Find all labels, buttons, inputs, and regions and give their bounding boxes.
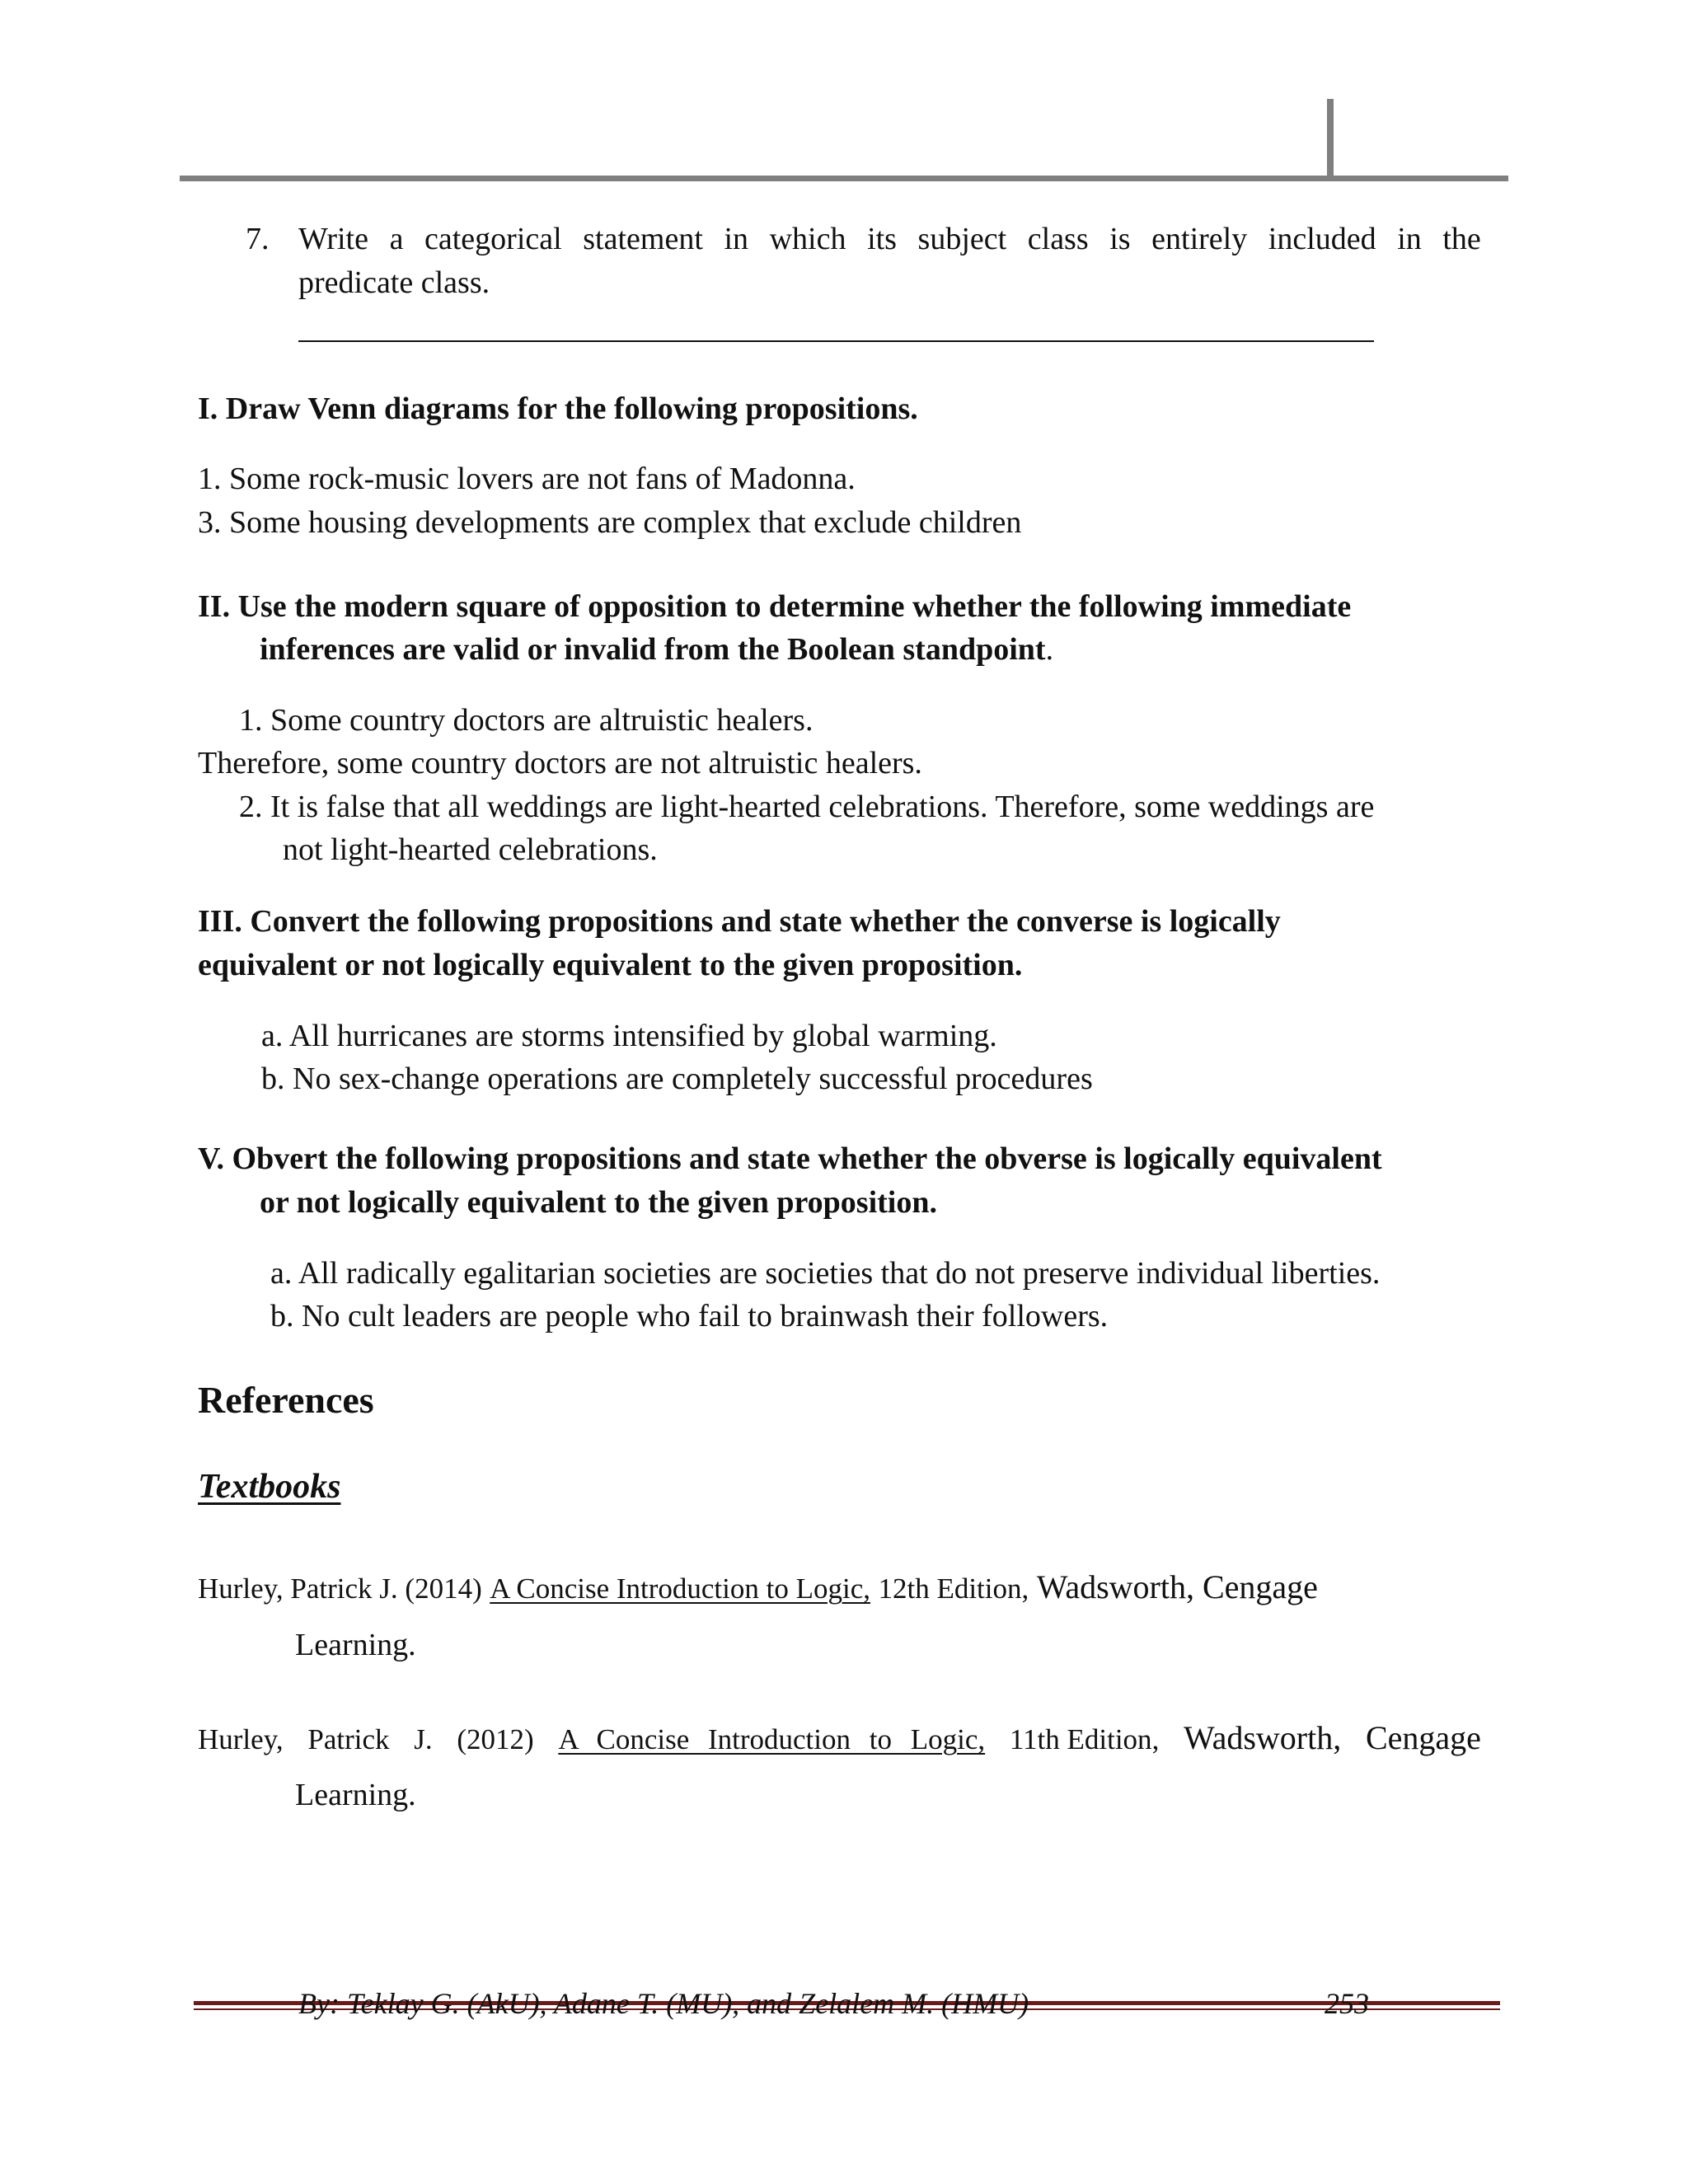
section2-heading-line2-text: inferences are valid or invalid from the Boolean standpoint: [260, 632, 1046, 667]
section3-item-a: a. All hurricanes are storms intensified by global warming.: [261, 1019, 997, 1053]
reference-1-edition: 12th Edition: [878, 1572, 1022, 1605]
q7-word: its: [867, 222, 897, 256]
section2-item2-line2: not light-hearted celebrations.: [283, 832, 658, 867]
section2-item1-line1: 1. Some country doctors are altruistic healers.: [239, 703, 814, 738]
reference-2-publisher-word: Cengage: [1365, 1719, 1481, 1756]
section3-item-b: b. No sex-change operations are completely successful procedures: [261, 1062, 1093, 1096]
q7-word: is: [1109, 222, 1131, 256]
answer-line: [298, 340, 1374, 342]
reference-2-author-word: Patrick: [307, 1723, 390, 1755]
q7-word: categorical: [424, 222, 562, 256]
reference-1-publisher: Wadsworth, Cengage: [1036, 1568, 1318, 1605]
reference-2-author-word: (2012): [457, 1723, 534, 1755]
q7-word: in: [1397, 222, 1422, 256]
q7-word: class: [1027, 222, 1089, 256]
reference-1-line1: Hurley, Patrick J. (2014) A Concise Introduction to Logic, 12th Edition, Wadsworth, Cengage: [198, 1568, 1318, 1605]
reference-1-title: A Concise Introduction to Logic,: [490, 1572, 870, 1605]
section5-heading-line1-rest: . Obvert the following propositions and state whether the obverse is logically equivalent: [216, 1141, 1382, 1176]
header-rule: [180, 176, 1508, 181]
page-number: 253: [1325, 1987, 1369, 2020]
reference-2-publisher-word: Wadsworth,: [1184, 1719, 1342, 1756]
section2-item1-line2: Therefore, some country doctors are not altruistic healers.: [198, 746, 922, 780]
section5-item-a: a. All radically egalitarian societies are societies that do not preserve individual liberties.: [270, 1256, 1381, 1291]
textbooks-subheading: Textbooks: [198, 1468, 341, 1506]
q7-word: entirely: [1151, 222, 1248, 256]
section3-heading-line1: III. Convert the following propositions and state whether the converse is logically: [198, 904, 1281, 939]
footer-authors: By: Teklay G. (AkU), Adane T. (MU), and Zelalem M. (HMU): [298, 1987, 1029, 2020]
q7-word: included: [1268, 222, 1376, 256]
section3-heading-line2: equivalent or not logically equivalent to the given proposition.: [198, 948, 1023, 982]
section2-item2-line1: 2. It is false that all weddings are light-hearted celebrations. Therefore, some weddings are: [239, 790, 1375, 824]
section5-heading-line2: or not logically equivalent to the given proposition.: [260, 1185, 937, 1220]
references-heading: References: [198, 1379, 374, 1421]
section2-heading-line2: [260, 628, 1053, 671]
reference-1-continuation: Learning.: [295, 1628, 416, 1662]
q7-line1: [298, 218, 1481, 260]
q7-word: in: [724, 222, 749, 256]
header-vertical-rule: [1327, 99, 1334, 180]
section5-heading-line1: [198, 1137, 1382, 1180]
reference-1-author: Hurley, Patrick J. (2014): [198, 1572, 482, 1605]
reference-2-author-word: Hurley,: [198, 1723, 284, 1755]
reference-2-line1: [198, 1717, 1481, 1761]
q7-word: the: [1442, 222, 1481, 256]
section5-item-b: b. No cult leaders are people who fail to brainwash their followers.: [270, 1299, 1109, 1333]
reference-2-edition-text: 11th Edition: [1009, 1723, 1152, 1755]
q7-line2: predicate class.: [298, 265, 490, 300]
q7-word: subject: [917, 222, 1007, 256]
section1-heading: I. Draw Venn diagrams for the following propositions.: [198, 391, 918, 426]
reference-2-continuation: Learning.: [295, 1778, 416, 1812]
reference-2-author-word: J.: [414, 1723, 433, 1755]
q7-number: 7.: [246, 222, 270, 256]
section2-heading-line1: II. Use the modern square of opposition to determine whether the following immediate: [198, 589, 1352, 624]
section2-heading-period: .: [1045, 632, 1054, 667]
section1-item-3: 3. Some housing developments are complex that exclude children: [198, 505, 1022, 540]
section5-numeral: V: [198, 1141, 217, 1176]
q7-word: a: [389, 222, 404, 256]
q7-word: which: [769, 222, 846, 256]
reference-2-edition: 11th Edition,: [1009, 1723, 1160, 1755]
reference-2-title: A Concise Introduction to Logic,: [558, 1723, 986, 1755]
q7-word: Write: [298, 222, 368, 256]
q7-word: statement: [583, 222, 703, 256]
section1-item-1: 1. Some rock-music lovers are not fans of Madonna.: [198, 462, 856, 496]
